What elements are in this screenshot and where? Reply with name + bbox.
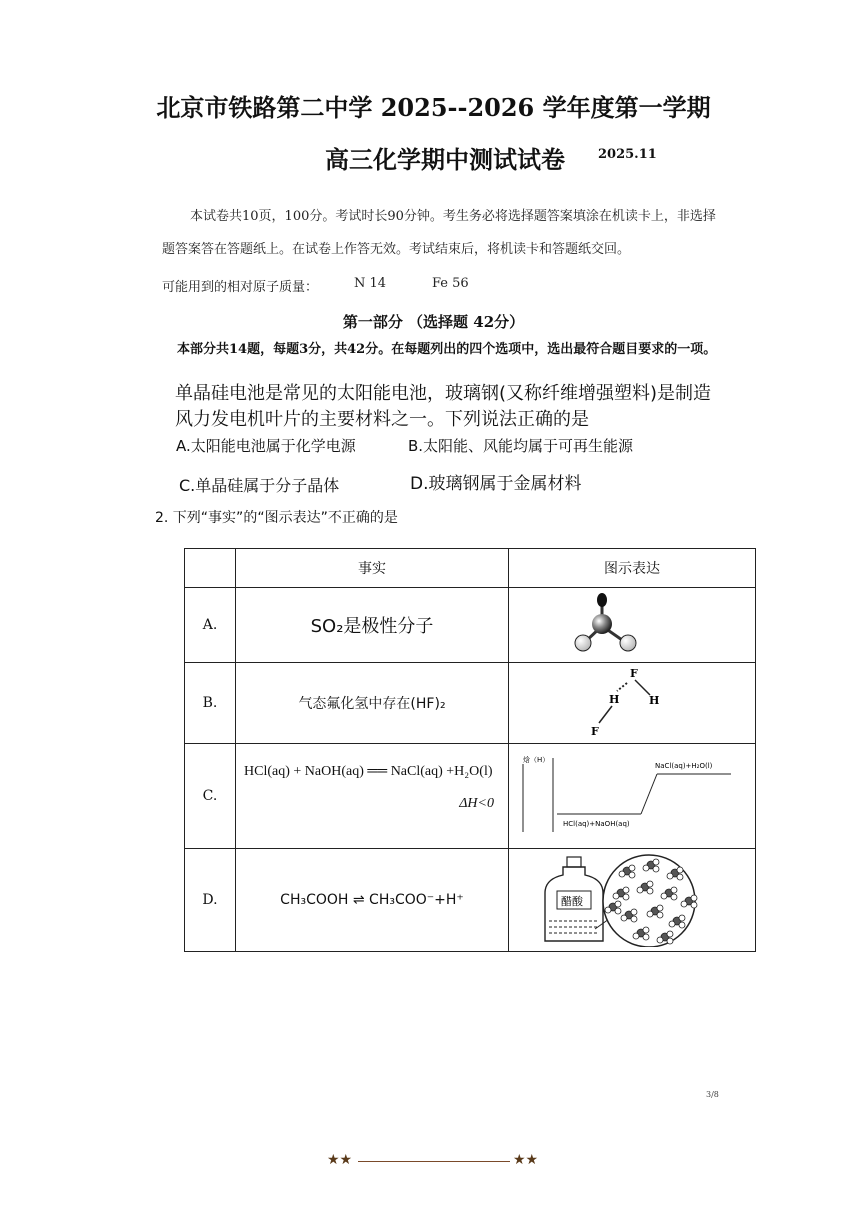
enthalpy-diagram-figure: [509, 744, 756, 849]
header-figure: 图示表达: [509, 549, 756, 588]
section-note: 本部分共14题，每题3分，共42分。在每题列出的四个选项中，选出最符合题目要求的一项。: [177, 342, 717, 357]
footer-stars-left: ★★: [327, 1152, 353, 1168]
footer-stars-right: ★★: [513, 1152, 539, 1168]
exam-title: 高三化学期中测试试卷: [325, 145, 565, 174]
intro-line-2: 题答案答在答题纸上。在试卷上作答无效。考试结束后，将机读卡和答题纸交回。: [162, 242, 631, 257]
row-fact: 气态氟化氢中存在(HF)₂: [236, 663, 509, 744]
atomic-mass-label: 可能用到的相对原子质量：: [162, 280, 319, 295]
q1-option-a: A.太阳能电池属于化学电源: [176, 437, 356, 455]
table-row: [185, 744, 756, 849]
molecule-atom: [633, 933, 639, 939]
molecule-atom: [619, 871, 625, 877]
hf-dimer-figure: [509, 663, 756, 744]
molecule-atom: [637, 887, 643, 893]
acetic-acid-figure: [509, 849, 756, 952]
intro-line-1: 本试卷共10页，100分。考试时长90分钟。考生务必将选择题答案填涂在机读卡上，非选择: [190, 209, 716, 224]
atomic-mass-fe: Fe 56: [432, 276, 469, 291]
row-label: A.: [185, 588, 236, 663]
row-fact: CH₃COOH ⇌ CH₃COO⁻+H⁺: [236, 849, 509, 952]
page-mark: 3/8: [706, 1090, 719, 1099]
row-fact-cell: [236, 744, 509, 849]
molecule-atom: [631, 909, 637, 915]
footer-divider: [358, 1161, 510, 1162]
molecule-atom: [679, 922, 685, 928]
exam-date: 2025.11: [598, 147, 657, 162]
molecule-atom: [669, 921, 675, 927]
q2-table: [184, 548, 756, 952]
acetic-acid-icon: [509, 849, 755, 947]
molecule-atom: [629, 865, 635, 871]
hf-dimer-icon: [509, 663, 755, 739]
row-label: B.: [185, 663, 236, 744]
so2-molecule-icon: [509, 588, 755, 658]
row-label: D.: [185, 849, 236, 952]
molecule-atom: [691, 902, 697, 908]
molecule-atom: [671, 894, 677, 900]
molecule-atom: [667, 931, 673, 937]
section-title: 第一部分 （选择题 42分）: [342, 313, 525, 331]
molecule-atom: [647, 911, 653, 917]
molecule-atom: [647, 881, 653, 887]
row-fact: HCl(aq) + NaOH(aq) ══ NaCl(aq) +H₂O(l): [244, 764, 493, 779]
header-fact: 事实: [236, 549, 509, 588]
row-fact: SO₂是极性分子: [236, 588, 509, 663]
molecule-atom: [631, 916, 637, 922]
row-label: C.: [185, 744, 236, 849]
atom-h-left: H: [609, 693, 620, 706]
molecule-atom: [679, 915, 685, 921]
q1-line-1: 单晶硅电池是常见的太阳能电池，玻璃钢(又称纤维增强塑料)是制造: [175, 383, 712, 404]
molecule-atom: [629, 872, 635, 878]
molecule-atom: [677, 867, 683, 873]
molecule-atom: [605, 907, 611, 913]
atomic-mass-n: N 14: [354, 276, 387, 291]
atom-h-right: H: [649, 694, 660, 707]
q1-line-2: 风力发电机叶片的主要材料之一。下列说法正确的是: [175, 409, 589, 430]
molecule-atom: [621, 915, 627, 921]
enthalpy-diagram-icon: [509, 744, 755, 844]
q1-option-d: D.玻璃钢属于金属材料: [410, 474, 582, 494]
atom-f-top: F: [630, 667, 638, 680]
molecule-atom: [691, 895, 697, 901]
enthalpy-axis-label: 焓（H）: [523, 756, 550, 764]
molecule-atom: [657, 937, 663, 943]
molecule-atom: [657, 912, 663, 918]
q1-option-b: B.太阳能、风能均属于可再生能源: [408, 437, 634, 455]
molecule-atom: [671, 887, 677, 893]
molecule-atom: [643, 865, 649, 871]
molecule-atom: [613, 893, 619, 899]
molecule-atom: [667, 873, 673, 879]
molecule-atom: [615, 901, 621, 907]
molecule-atom: [643, 927, 649, 933]
molecule-atom: [623, 894, 629, 900]
bottle-label: 醋酸: [561, 895, 583, 908]
molecule-atom: [657, 905, 663, 911]
q1-option-c: C.单晶硅属于分子晶体: [179, 476, 340, 495]
q2-stem: 2. 下列“事实”的“图示表达”不正确的是: [155, 510, 398, 526]
molecule-atom: [677, 874, 683, 880]
molecule-atom: [653, 866, 659, 872]
header-blank: [185, 549, 236, 588]
product-level-label: NaCl(aq)+H₂O(l): [655, 762, 713, 770]
molecule-atom: [681, 901, 687, 907]
molecule-atom: [643, 934, 649, 940]
so2-molecule-figure: [509, 588, 756, 663]
enthalpy-change: ΔH<0: [459, 796, 494, 811]
table-row: [185, 588, 756, 663]
molecule-atom: [623, 887, 629, 893]
reactant-level-label: HCl(aq)+NaOH(aq): [563, 820, 630, 828]
molecule-atom: [667, 938, 673, 944]
school-title: 北京市铁路第二中学 2025--2026 学年度第一学期: [156, 93, 711, 122]
table-row: [185, 663, 756, 744]
molecule-atom: [653, 859, 659, 865]
atom-f-bottom: F: [591, 725, 599, 738]
molecule-atom: [661, 893, 667, 899]
table-header-row: [185, 549, 756, 588]
table-row: [185, 849, 756, 952]
molecule-atom: [647, 888, 653, 894]
molecule-atom: [615, 908, 621, 914]
